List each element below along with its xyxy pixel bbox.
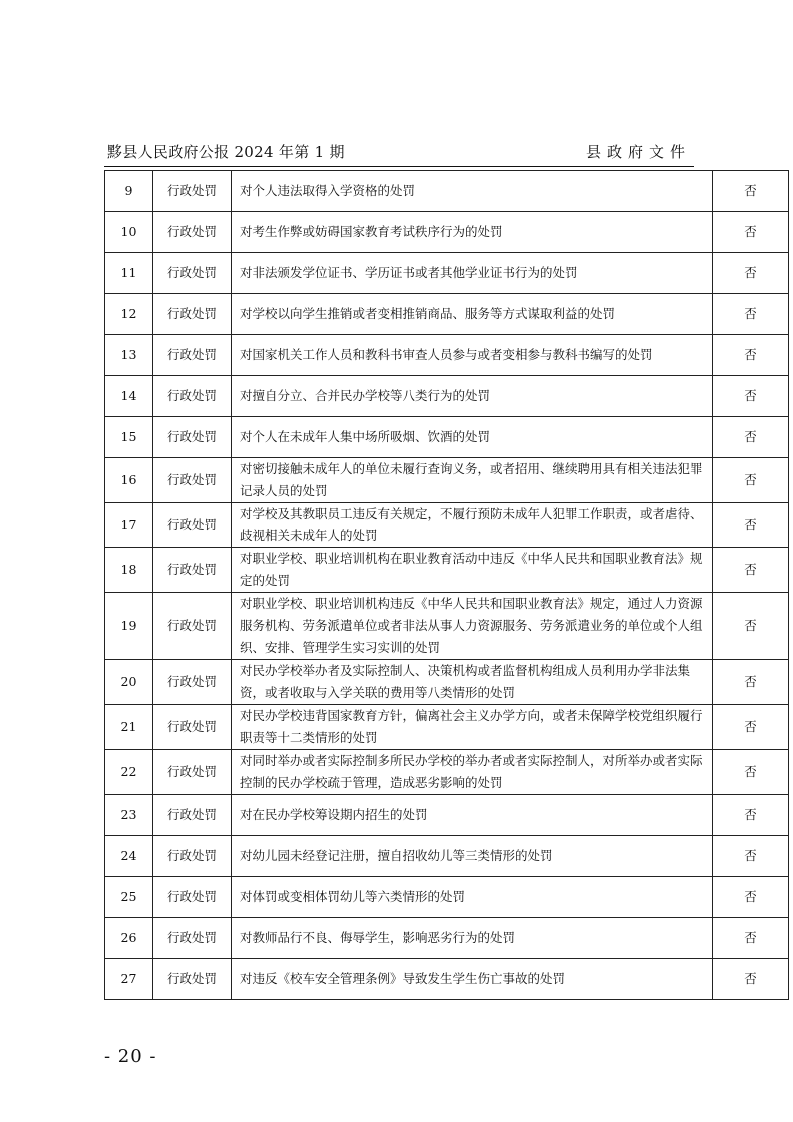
row-type: 行政处罚 (153, 212, 232, 253)
table-row (105, 417, 789, 458)
row-type: 行政处罚 (153, 959, 232, 1000)
row-type: 行政处罚 (153, 918, 232, 959)
row-item-name: 对学校以向学生推销或者变相推销商品、服务等方式谋取利益的处罚 (232, 294, 713, 335)
row-item-name: 对同时举办或者实际控制多所民办学校的举办者或者实际控制人，对所举办或者实际控制的民办学校疏于管理，造成恶劣影响的处罚 (232, 750, 713, 795)
row-number: 12 (105, 294, 153, 335)
row-type: 行政处罚 (153, 836, 232, 877)
row-flag: 否 (713, 795, 789, 836)
row-type: 行政处罚 (153, 593, 232, 660)
row-item-name: 对教师品行不良、侮辱学生，影响恶劣行为的处罚 (232, 918, 713, 959)
row-number: 27 (105, 959, 153, 1000)
row-item-name: 对民办学校举办者及实际控制人、决策机构或者监督机构组成人员利用办学非法集资，或者收取与入学关联的费用等八类情形的处罚 (232, 660, 713, 705)
header-divider (104, 166, 694, 167)
row-flag: 否 (713, 417, 789, 458)
table-row (105, 836, 789, 877)
row-flag: 否 (713, 171, 789, 212)
row-flag: 否 (713, 750, 789, 795)
table-row (105, 593, 789, 660)
row-flag: 否 (713, 335, 789, 376)
table-row (105, 171, 789, 212)
row-number: 15 (105, 417, 153, 458)
row-flag: 否 (713, 836, 789, 877)
row-type: 行政处罚 (153, 335, 232, 376)
row-flag: 否 (713, 877, 789, 918)
row-type: 行政处罚 (153, 877, 232, 918)
row-type: 行政处罚 (153, 795, 232, 836)
row-item-name: 对民办学校违背国家教育方针，偏离社会主义办学方向，或者未保障学校党组织履行职责等十二类情形的处罚 (232, 705, 713, 750)
row-item-name: 对擅自分立、合并民办学校等八类行为的处罚 (232, 376, 713, 417)
section-title: 县政府文件 (585, 143, 691, 161)
table-row (105, 376, 789, 417)
row-flag: 否 (713, 294, 789, 335)
row-flag: 否 (713, 253, 789, 294)
row-type: 行政处罚 (153, 458, 232, 503)
items-table (104, 170, 789, 1000)
row-item-name: 对考生作弊或妨碍国家教育考试秩序行为的处罚 (232, 212, 713, 253)
row-item-name: 对非法颁发学位证书、学历证书或者其他学业证书行为的处罚 (232, 253, 713, 294)
row-type: 行政处罚 (153, 548, 232, 593)
page-header (107, 141, 691, 165)
row-item-name: 对密切接触未成年人的单位未履行查询义务，或者招用、继续聘用具有相关违法犯罪记录人员的处罚 (232, 458, 713, 503)
table-row (105, 877, 789, 918)
gazette-title: 黟县人民政府公报 2024 年第 1 期 (107, 143, 345, 161)
table-row (105, 795, 789, 836)
row-item-name: 对职业学校、职业培训机构违反《中华人民共和国职业教育法》规定，通过人力资源服务机构、劳务派遣单位或者非法从事人力资源服务、劳务派遣业务的单位或个人组织、安排、管理学生实习实训的处罚 (232, 593, 713, 660)
row-type: 行政处罚 (153, 253, 232, 294)
page-number: - 20 - (104, 1046, 157, 1067)
row-number: 25 (105, 877, 153, 918)
row-type: 行政处罚 (153, 171, 232, 212)
row-number: 23 (105, 795, 153, 836)
row-flag: 否 (713, 548, 789, 593)
table-row (105, 705, 789, 750)
row-item-name: 对国家机关工作人员和教科书审查人员参与或者变相参与教科书编写的处罚 (232, 335, 713, 376)
row-number: 18 (105, 548, 153, 593)
row-number: 26 (105, 918, 153, 959)
row-number: 17 (105, 503, 153, 548)
table-row (105, 503, 789, 548)
row-item-name: 对违反《校车安全管理条例》导致发生学生伤亡事故的处罚 (232, 959, 713, 1000)
row-number: 11 (105, 253, 153, 294)
row-item-name: 对学校及其教职员工违反有关规定，不履行预防未成年人犯罪工作职责，或者虐待、歧视相关未成年人的处罚 (232, 503, 713, 548)
row-flag: 否 (713, 705, 789, 750)
table-row (105, 959, 789, 1000)
row-item-name: 对在民办学校筹设期内招生的处罚 (232, 795, 713, 836)
row-type: 行政处罚 (153, 750, 232, 795)
row-type: 行政处罚 (153, 294, 232, 335)
row-number: 19 (105, 593, 153, 660)
row-flag: 否 (713, 918, 789, 959)
table-row (105, 918, 789, 959)
table-row (105, 458, 789, 503)
row-flag: 否 (713, 376, 789, 417)
row-number: 22 (105, 750, 153, 795)
row-flag: 否 (713, 458, 789, 503)
row-type: 行政处罚 (153, 705, 232, 750)
row-flag: 否 (713, 959, 789, 1000)
row-item-name: 对个人在未成年人集中场所吸烟、饮酒的处罚 (232, 417, 713, 458)
row-flag: 否 (713, 212, 789, 253)
table-row (105, 548, 789, 593)
row-number: 24 (105, 836, 153, 877)
table-row (105, 212, 789, 253)
row-item-name: 对体罚或变相体罚幼儿等六类情形的处罚 (232, 877, 713, 918)
row-number: 16 (105, 458, 153, 503)
row-item-name: 对幼儿园未经登记注册，擅自招收幼儿等三类情形的处罚 (232, 836, 713, 877)
row-number: 14 (105, 376, 153, 417)
row-number: 20 (105, 660, 153, 705)
row-number: 10 (105, 212, 153, 253)
row-flag: 否 (713, 503, 789, 548)
row-type: 行政处罚 (153, 417, 232, 458)
table-row (105, 294, 789, 335)
row-type: 行政处罚 (153, 503, 232, 548)
row-number: 13 (105, 335, 153, 376)
row-flag: 否 (713, 660, 789, 705)
table-row (105, 660, 789, 705)
row-item-name: 对个人违法取得入学资格的处罚 (232, 171, 713, 212)
row-number: 9 (105, 171, 153, 212)
row-type: 行政处罚 (153, 660, 232, 705)
row-item-name: 对职业学校、职业培训机构在职业教育活动中违反《中华人民共和国职业教育法》规定的处罚 (232, 548, 713, 593)
table-row (105, 253, 789, 294)
table-row (105, 750, 789, 795)
table-row (105, 335, 789, 376)
row-flag: 否 (713, 593, 789, 660)
row-number: 21 (105, 705, 153, 750)
row-type: 行政处罚 (153, 376, 232, 417)
